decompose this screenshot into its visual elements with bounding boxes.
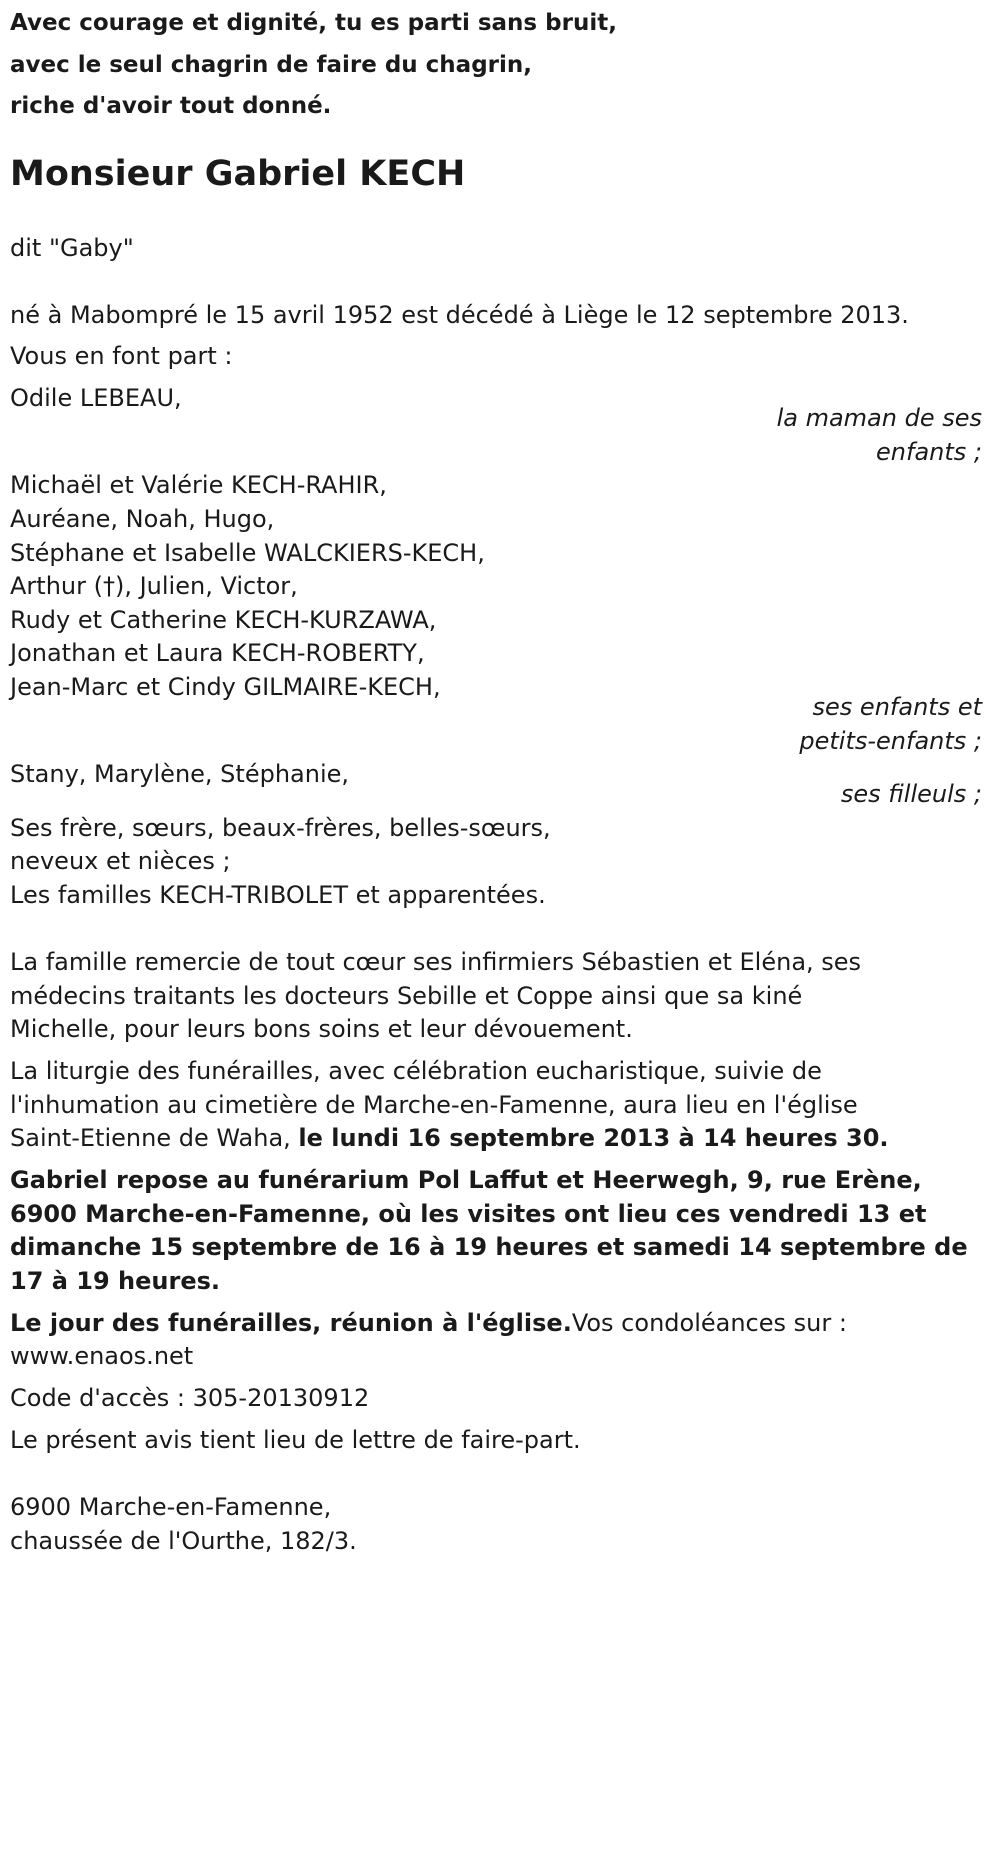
child-line: Stéphane et Isabelle WALCKIERS-KECH, bbox=[10, 539, 485, 567]
child-line: Auréane, Noah, Hugo, bbox=[10, 505, 275, 533]
child-line: Arthur (†), Julien, Victor, bbox=[10, 572, 298, 600]
liturgy-line-2: l'inhumation au cimetière de Marche-en-Famenne, aura lieu en l'église bbox=[10, 1091, 858, 1119]
mourner-odile: Odile LEBEAU, bbox=[10, 384, 182, 412]
notice: Le présent avis tient lieu de lettre de faire-part. bbox=[10, 1426, 581, 1454]
condolences-label: Vos condoléances sur : bbox=[571, 1309, 847, 1337]
visitation-line: 6900 Marche-en-Famenne, où les visites ont lieu ces vendredi 13 et bbox=[10, 1200, 927, 1228]
child-line: Rudy et Catherine KECH-KURZAWA, bbox=[10, 606, 437, 634]
access-code: Code d'accès : 305-20130912 bbox=[10, 1384, 370, 1412]
liturgy-line-1: La liturgie des funérailles, avec célébration eucharistique, suivie de bbox=[10, 1057, 822, 1085]
godchildren: Stany, Marylène, Stéphanie, bbox=[10, 760, 350, 788]
epitaph-line-3: riche d'avoir tout donné. bbox=[10, 93, 332, 119]
godchildren-role: ses filleuls ; bbox=[840, 780, 982, 808]
liturgy-date: le lundi 16 septembre 2013 à 14 heures 30. bbox=[298, 1124, 889, 1152]
family-line: Les familles KECH-TRIBOLET et apparentées. bbox=[10, 881, 546, 909]
epitaph-line-2: avec le seul chagrin de faire du chagrin, bbox=[10, 52, 533, 78]
family-line: neveux et nièces ; bbox=[10, 847, 231, 875]
meeting-note: Le jour des funérailles, réunion à l'église. bbox=[10, 1309, 572, 1337]
child-line: Jean-Marc et Cindy GILMAIRE-KECH, bbox=[10, 673, 441, 701]
meeting-line bbox=[10, 1311, 847, 1335]
child-line: Michaël et Valérie KECH-RAHIR, bbox=[10, 471, 387, 499]
deceased-name: Monsieur Gabriel KECH bbox=[10, 154, 466, 194]
thanks-line: médecins traitants les docteurs Sebille et Coppe ainsi que sa kiné bbox=[10, 982, 803, 1010]
liturgy-line-3 bbox=[10, 1126, 889, 1150]
visitation-line: Gabriel repose au funérarium Pol Laffut et Heerwegh, 9, rue Erène, bbox=[10, 1166, 922, 1194]
address-line: 6900 Marche-en-Famenne, bbox=[10, 1493, 332, 1521]
address-line: chaussée de l'Ourthe, 182/3. bbox=[10, 1527, 357, 1555]
family-line: Ses frère, sœurs, beaux-frères, belles-sœurs, bbox=[10, 814, 551, 842]
odile-role-2: enfants ; bbox=[876, 438, 982, 466]
liturgy-place: Saint-Etienne de Waha, bbox=[10, 1124, 299, 1152]
thanks-line: La famille remercie de tout cœur ses infirmiers Sébastien et Eléna, ses bbox=[10, 948, 862, 976]
announce: Vous en font part : bbox=[10, 342, 233, 370]
children-role-2: petits-enfants ; bbox=[799, 727, 982, 755]
visitation-line: 17 à 19 heures. bbox=[10, 1267, 221, 1295]
child-line: Jonathan et Laura KECH-ROBERTY, bbox=[10, 639, 425, 667]
birth-death: né à Mabompré le 15 avril 1952 est décédé à Liège le 12 septembre 2013. bbox=[10, 301, 909, 329]
epitaph-line-1: Avec courage et dignité, tu es parti sans bruit, bbox=[10, 10, 617, 36]
children-role-1: ses enfants et bbox=[812, 693, 982, 721]
odile-role-1: la maman de ses bbox=[776, 404, 982, 432]
thanks-line: Michelle, pour leurs bons soins et leur dévouement. bbox=[10, 1015, 633, 1043]
visitation-line: dimanche 15 septembre de 16 à 19 heures et samedi 14 septembre de bbox=[10, 1233, 968, 1261]
website-link[interactable]: www.enaos.net bbox=[10, 1342, 194, 1370]
nickname: dit "Gaby" bbox=[10, 234, 134, 262]
